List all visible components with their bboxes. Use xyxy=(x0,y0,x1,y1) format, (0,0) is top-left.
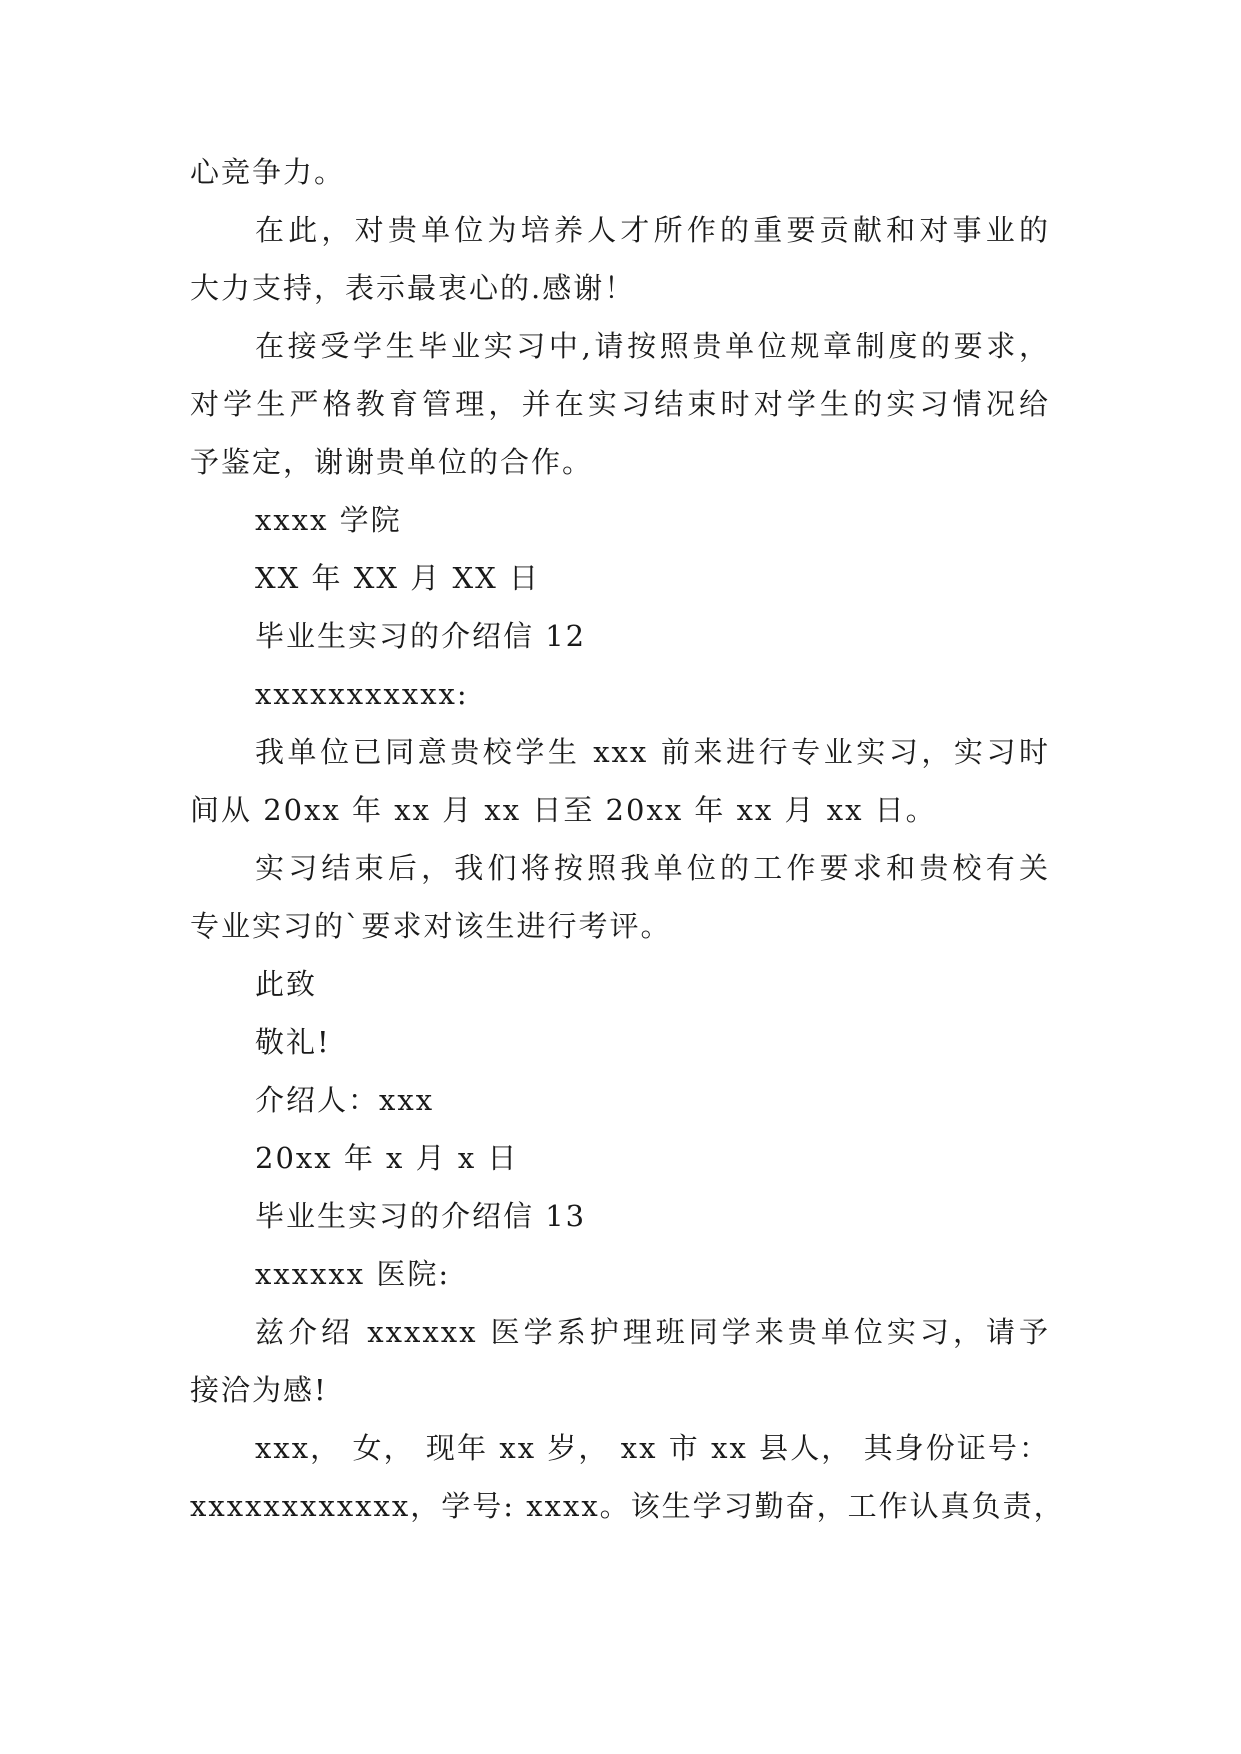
text-line: xxx， 女， 现年 xx 岁， xx 市 xx 县人， 其身份证号： xyxy=(255,1431,1050,1465)
text-line: 此致 xyxy=(255,967,318,1001)
text-line: 在接受学生毕业实习中,请按照贵单位规章制度的要求， xyxy=(255,329,1050,363)
text-line: 大力支持，表示最衷心的.感谢！ xyxy=(190,271,636,305)
text-line: 兹介绍 xxxxxx 医学系护理班同学来贵单位实习，请予 xyxy=(255,1315,1050,1349)
text-line: 敬礼! xyxy=(255,1025,331,1059)
text-line: 毕业生实习的介绍信 12 xyxy=(255,619,587,653)
text-line: 介绍人：xxx xyxy=(255,1083,435,1117)
text-line: 接洽为感! xyxy=(190,1373,328,1407)
text-line: 予鉴定，谢谢贵单位的合作。 xyxy=(190,445,594,479)
text-line: XX 年 XX 月 XX 日 xyxy=(255,561,540,595)
text-line: 心竞争力。 xyxy=(190,155,346,189)
text-line: 专业实习的`要求对该生进行考评。 xyxy=(190,909,672,943)
text-line: 毕业生实习的介绍信 13 xyxy=(255,1199,587,1233)
text-line: xxxxxxxxxxxx，学号: xxxx。该生学习勤奋，工作认真负责， xyxy=(190,1489,1065,1523)
text-line: 实习结束后，我们将按照我单位的工作要求和贵校有关 xyxy=(255,851,1050,885)
text-line: 20xx 年 x 月 x 日 xyxy=(255,1141,519,1175)
text-line: 间从 20xx 年 xx 月 xx 日至 20xx 年 xx 月 xx 日。 xyxy=(190,793,937,827)
text-line: 对学生严格教育管理，并在实习结束时对学生的实习情况给 xyxy=(190,387,1050,421)
text-line: 在此，对贵单位为培养人才所作的重要贡献和对事业的 xyxy=(255,213,1050,247)
text-line: xxxx 学院 xyxy=(255,503,402,537)
text-line: 我单位已同意贵校学生 xxx 前来进行专业实习，实习时 xyxy=(255,735,1050,769)
text-line: xxxxxx 医院: xyxy=(255,1257,451,1291)
text-line: xxxxxxxxxxx: xyxy=(255,677,469,711)
